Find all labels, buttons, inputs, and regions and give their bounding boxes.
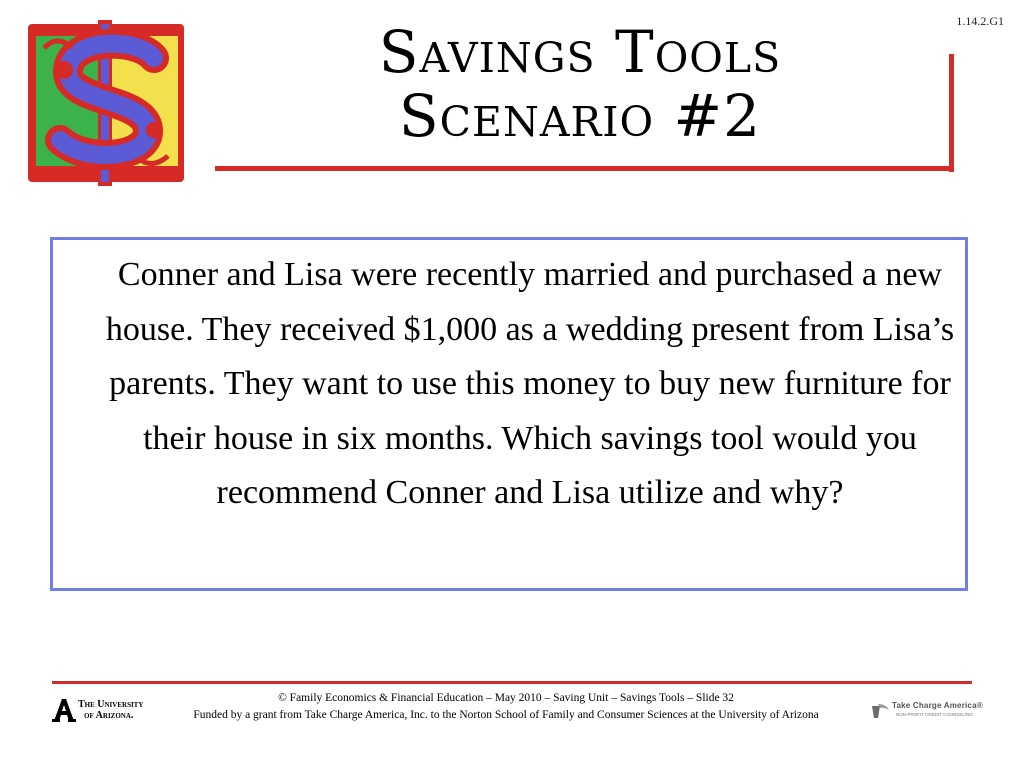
title-line-1: Savings Tools — [378, 18, 782, 86]
university-of-arizona-logo — [52, 697, 148, 725]
slide-title — [250, 20, 910, 148]
footer-copyright: © Family Economics & Financial Education – May 2010 – Saving Unit – Savings Tools – Slide 32 — [278, 692, 734, 704]
ua-logo-text — [78, 699, 143, 721]
tca-logo-tagline: NON-PROFIT CREDIT COUNSELING — [896, 712, 973, 717]
university-of-arizona-a-icon — [52, 697, 76, 723]
ua-logo-line-2: of Arizona. — [84, 710, 134, 721]
footer-text — [150, 690, 862, 724]
dollar-sign-clipart-icon — [26, 18, 188, 186]
title-rule-vertical — [949, 54, 954, 172]
take-charge-america-swoosh-icon — [870, 702, 890, 720]
slide-code: 1.14.2.G1 — [956, 14, 1004, 28]
title-line-2: Scenario #2 — [398, 82, 762, 150]
footer-rule — [52, 681, 972, 684]
title-rule-horizontal — [215, 166, 954, 171]
scenario-text: Conner and Lisa were recently married and purchased a new house. They received $1,000 as a wedding present from Lisa’s parents. They want to use this money to buy new furniture for their house in six months. Which savings tool would you recommend Conner and Lisa utilize and why? — [105, 256, 955, 511]
take-charge-america-logo — [870, 700, 983, 722]
tca-logo-name: Take Charge America® — [892, 701, 983, 710]
ua-logo-line-1: The University — [78, 699, 144, 710]
footer-funding: Funded by a grant from Take Charge America, Inc. to the Norton School of Family and Consumer Sciences at the University of Arizona — [193, 709, 819, 721]
